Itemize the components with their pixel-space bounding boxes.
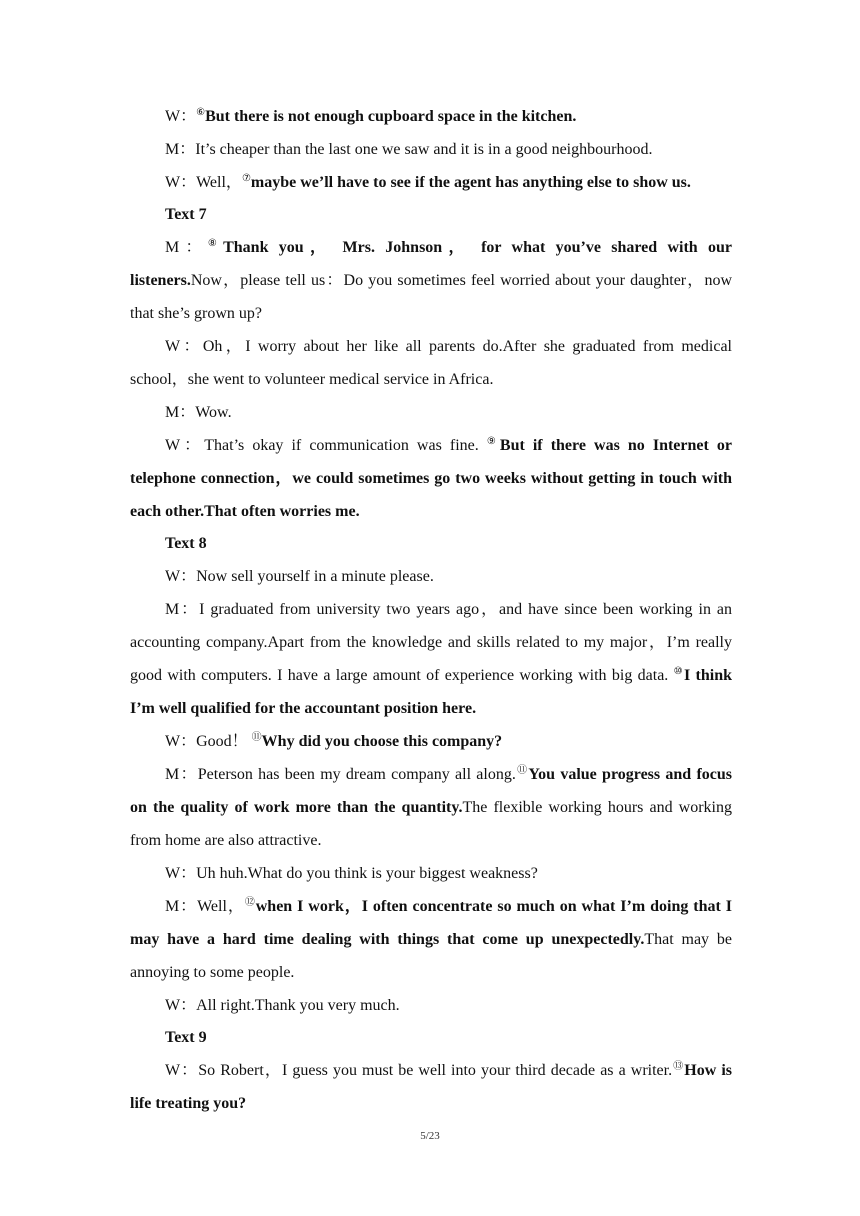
dialogue-line: W：⑥But there is not enough cupboard space in the kitchen. xyxy=(165,107,577,125)
dialogue-line: W：Oh，I worry about her like all parents do.After she graduated from medical school，she went to volunteer medical service in Africa. xyxy=(130,338,732,388)
dialogue-line: M：Well，⑫when I work，I often concentrate so much on what I’m doing that I may have a hard time dealing with things that come up unexpectedly.That may be annoying to some people. xyxy=(130,897,733,981)
dialogue-line: M：Peterson has been my dream company all along.⑪You value progress and focus on the quality of work more than the quantity.The flexible working hours and working from home are also attractive. xyxy=(130,765,733,849)
section-heading-text-9: Text 9 xyxy=(165,1029,207,1046)
dialogue-line: W：Good！ ⑪Why did you choose this company? xyxy=(165,732,503,750)
dialogue-line: W：Well，⑦maybe we’ll have to see if the agent has anything else to show us. xyxy=(165,173,691,191)
dialogue-line: M：I graduated from university two years ago，and have since been working in an accounting company.Apart from the knowledge and skills related to my major，I’m really good with computers. I have a large amount of experience working with big data. ⑩I think I’m well qualified for the accountant position here. xyxy=(130,601,732,717)
section-heading-text-8: Text 8 xyxy=(165,535,207,552)
dialogue-line: W：That’s okay if communication was fine. ⑨But if there was no Internet or telephone connection，we could sometimes go two weeks without getting in touch with each other.That often worries me. xyxy=(130,436,733,520)
dialogue-line: M：Wow. xyxy=(165,404,232,421)
dialogue-line: W：Uh huh.What do you think is your biggest weakness? xyxy=(165,865,538,882)
page-number: 5/23 xyxy=(420,1130,440,1142)
dialogue-line: W：Now sell yourself in a minute please. xyxy=(165,568,434,585)
dialogue-line: M：⑧Thank you， Mrs. Johnson， for what you’ve shared with our listeners.Now，please tell us：Do you sometimes feel worried about your daughter，now that she’s grown up? xyxy=(130,238,732,322)
dialogue-line: M：It’s cheaper than the last one we saw and it is in a good neighbourhood. xyxy=(165,141,653,158)
dialogue-line: W：So Robert，I guess you must be well into your third decade as a writer.⑬How is life treating you? xyxy=(130,1061,732,1112)
transcript-body xyxy=(130,100,732,1120)
section-heading-text-7: Text 7 xyxy=(165,206,207,223)
dialogue-line: W：All right.Thank you very much. xyxy=(165,997,400,1014)
